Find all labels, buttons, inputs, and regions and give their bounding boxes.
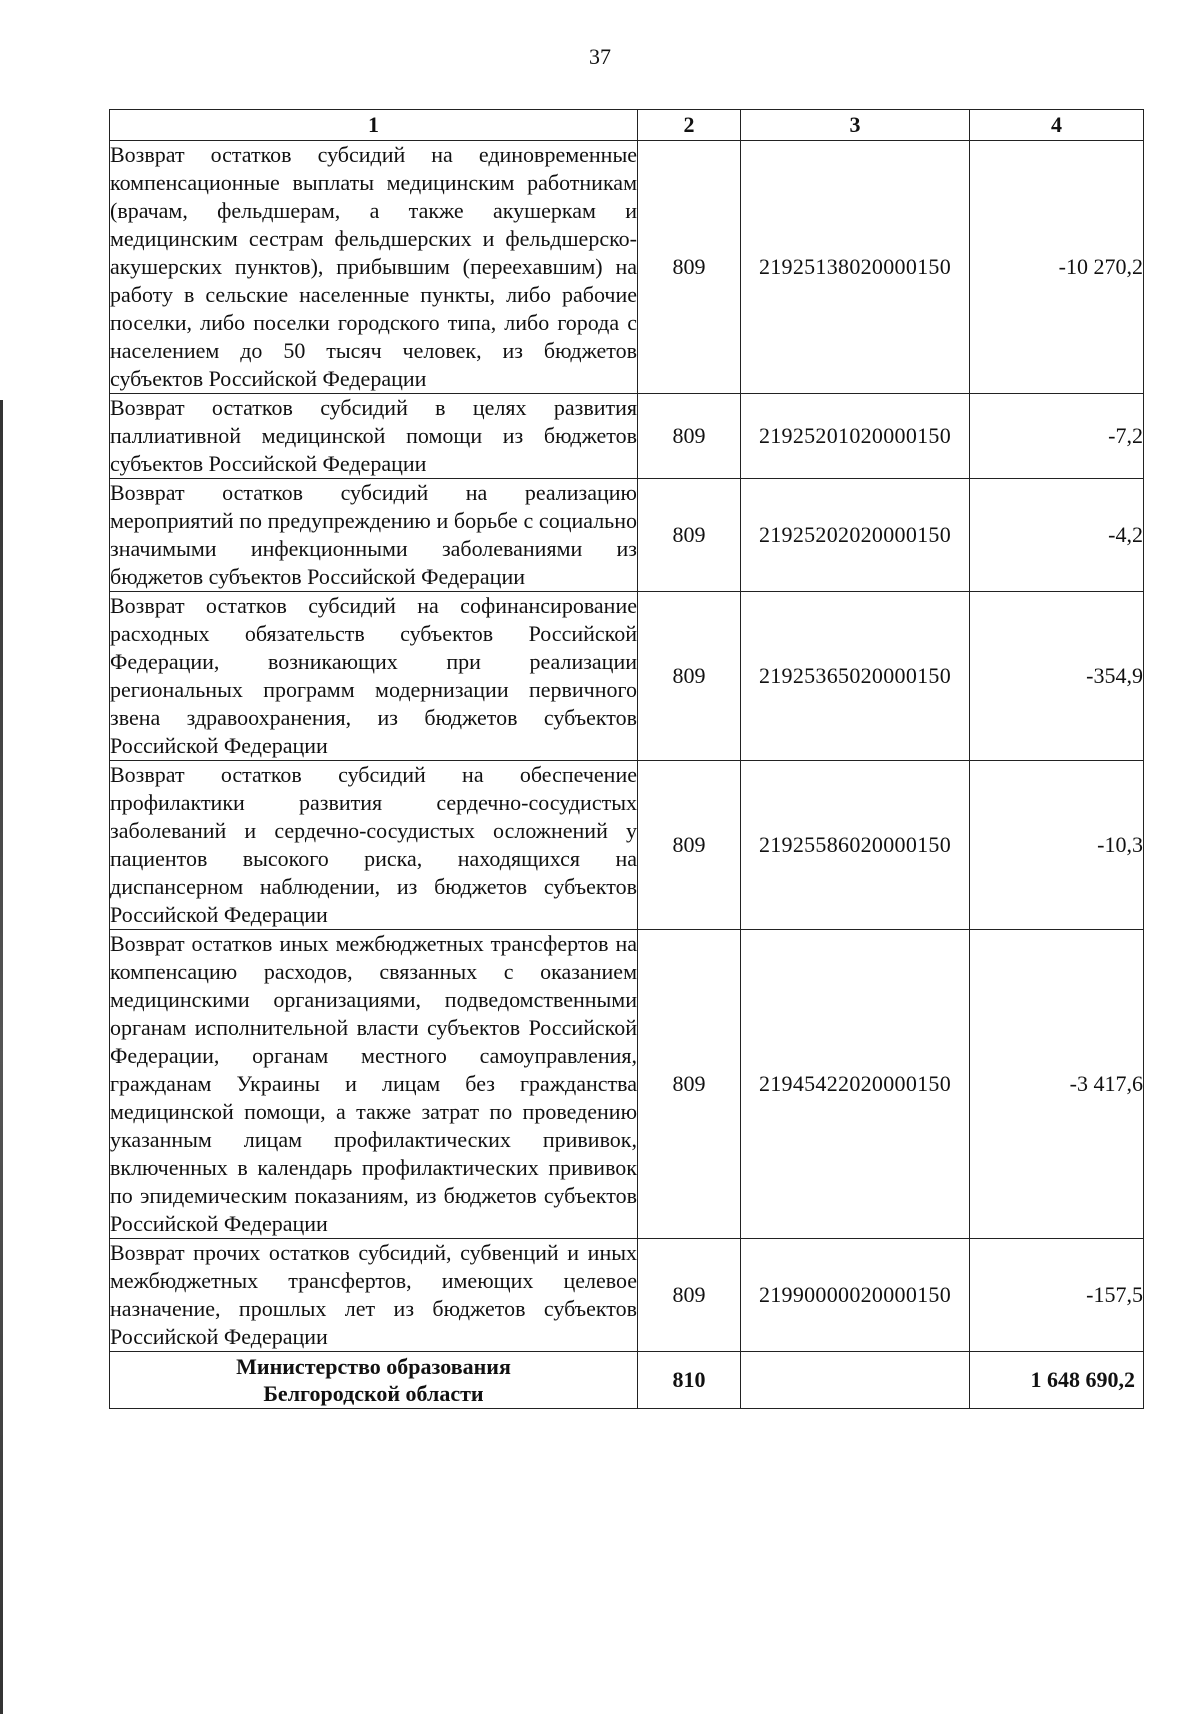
row-kbk: 21925138020000150 <box>741 141 970 394</box>
row-code: 809 <box>638 141 741 394</box>
row-code: 809 <box>638 930 741 1239</box>
table-row <box>110 761 1144 930</box>
row-description: Возврат остатков субсидий на единовременные компенсационные выплаты медицинским работникам (врачам, фельдшерам, а также акушеркам и медицинским сестрам фельдшерских и фельдшерско-акушерских пунктов), прибывшим (переехавшим) на работу в сельские населенные пункты, либо рабочие поселки, либо поселки городского типа, либо города с населением до 50 тысяч человек, из бюджетов субъектов Российской Федерации <box>110 141 638 394</box>
page-number: 37 <box>589 44 611 69</box>
row-kbk: 21925365020000150 <box>741 592 970 761</box>
table-row <box>110 930 1144 1239</box>
row-description: Возврат остатков иных межбюджетных трансфертов на компенсацию расходов, связанных с оказанием медицинскими организациями, подведомственными органам исполнительной власти субъектов Российской Федерации, органам местного самоуправления, гражданам Украины и лицам без гражданства медицинской помощи, а также затрат по проведению указанным лицам профилактических прививок, включенных в календарь профилактических прививок по эпидемическим показаниям, из бюджетов субъектов Российской Федерации <box>110 930 638 1239</box>
row-kbk: 21925201020000150 <box>741 394 970 479</box>
table-row <box>110 141 1144 394</box>
table-row <box>110 394 1144 479</box>
row-code: 809 <box>638 479 741 592</box>
row-code: 809 <box>638 1239 741 1352</box>
total-ministry-line2: Белгородской области <box>263 1381 484 1406</box>
row-description: Возврат остатков субсидий на реализацию мероприятий по предупреждению и борьбе с социально значимыми инфекционными заболеваниями из бюджетов субъектов Российской Федерации <box>110 479 638 592</box>
row-code: 809 <box>638 761 741 930</box>
total-kbk <box>741 1352 970 1409</box>
row-amount: -10,3 <box>970 761 1144 930</box>
scan-edge <box>0 400 3 1714</box>
table-row <box>110 592 1144 761</box>
header-col-4: 4 <box>970 110 1144 141</box>
header-col-1: 1 <box>110 110 638 141</box>
row-kbk: 21925586020000150 <box>741 761 970 930</box>
row-description: Возврат прочих остатков субсидий, субвенций и иных межбюджетных трансфертов, имеющих целевое назначение, прошлых лет из бюджетов субъектов Российской Федерации <box>110 1239 638 1352</box>
row-description: Возврат остатков субсидий на софинансирование расходных обязательств субъектов Российской Федерации, возникающих при реализации региональных программ модернизации первичного звена здравоохранения, из бюджетов субъектов Российской Федерации <box>110 592 638 761</box>
row-kbk: 21945422020000150 <box>741 930 970 1239</box>
row-amount: -10 270,2 <box>970 141 1144 394</box>
row-amount: -157,5 <box>970 1239 1144 1352</box>
row-description: Возврат остатков субсидий на обеспечение профилактики развития сердечно-сосудистых заболеваний и сердечно-сосудистых осложнений у пациентов высокого риска, находящихся на диспансерном наблюдении, из бюджетов субъектов Российской Федерации <box>110 761 638 930</box>
table-row <box>110 479 1144 592</box>
total-row <box>110 1352 1144 1409</box>
row-description: Возврат остатков субсидий в целях развития паллиативной медицинской помощи из бюджетов субъектов Российской Федерации <box>110 394 638 479</box>
row-kbk: 21990000020000150 <box>741 1239 970 1352</box>
total-ministry-line1: Министерство образования <box>236 1354 511 1379</box>
total-code: 810 <box>638 1352 741 1409</box>
total-ministry <box>110 1352 638 1409</box>
row-amount: -4,2 <box>970 479 1144 592</box>
row-kbk: 21925202020000150 <box>741 479 970 592</box>
row-amount: -3 417,6 <box>970 930 1144 1239</box>
header-col-2: 2 <box>638 110 741 141</box>
total-amount: 1 648 690,2 <box>970 1352 1144 1409</box>
header-row <box>110 110 1144 141</box>
table-row <box>110 1239 1144 1352</box>
row-code: 809 <box>638 394 741 479</box>
header-col-3: 3 <box>741 110 970 141</box>
budget-table <box>109 109 1144 1409</box>
row-amount: -354,9 <box>970 592 1144 761</box>
row-amount: -7,2 <box>970 394 1144 479</box>
row-code: 809 <box>638 592 741 761</box>
